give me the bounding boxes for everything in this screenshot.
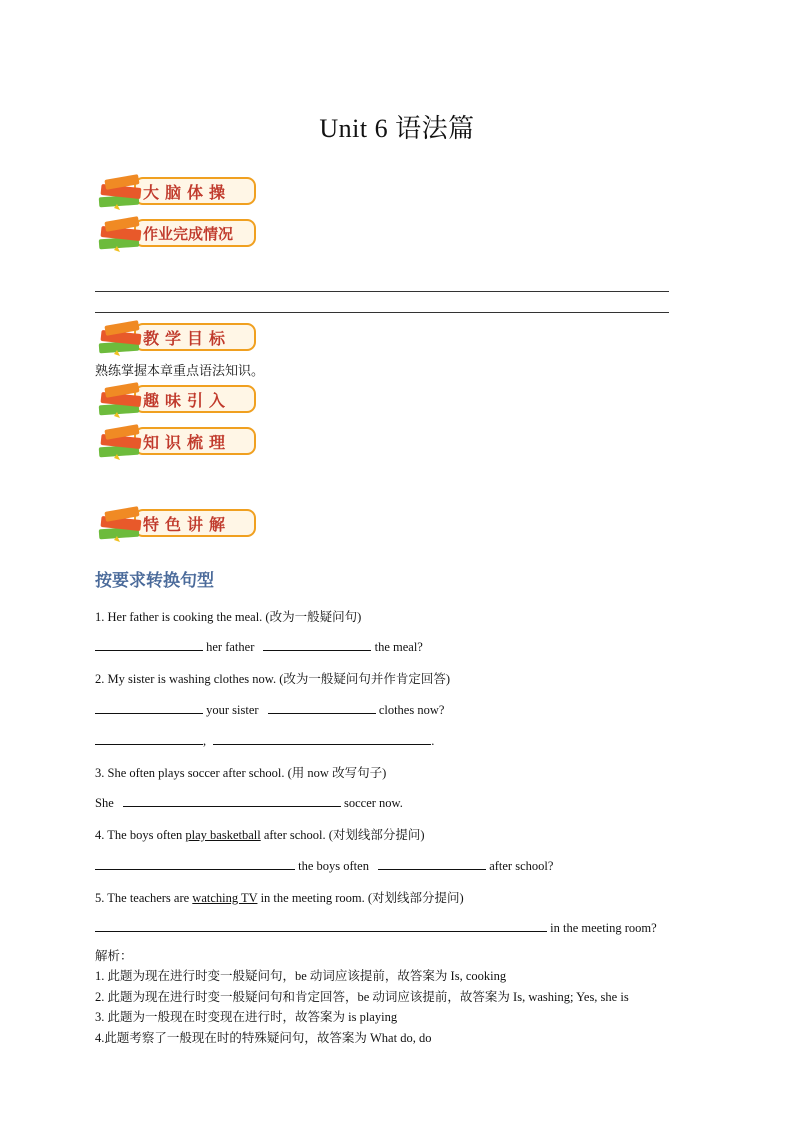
blank[interactable] [263,638,371,651]
analysis-label: 解析： [95,948,133,963]
answer-text: the meal? [374,640,423,654]
underlined-phrase: watching TV [192,891,258,905]
answer-row-2b [95,732,434,749]
underlined-phrase: play basketball [185,828,261,842]
exercise-heading: 按要求转换句型 [95,571,214,591]
answer-text: after school? [489,859,554,873]
answer-row-5 [95,919,657,936]
answer-row-2 [95,701,444,718]
answer-row-3 [95,794,403,811]
question-text: 5. The teachers are [95,891,193,905]
answer-row-4 [95,857,553,874]
answer-text: her father [206,640,255,654]
badge-label: 教学目标 [143,328,232,348]
badge-label: 趣味引入 [143,390,232,410]
question-text: 4. The boys often [95,828,186,842]
answer-line [95,291,669,292]
answer-line [95,312,669,313]
analysis-line: 4.此题考察了一般现在时的特殊疑问句，故答案为 What do, do [95,1031,432,1045]
analysis-line: 2. 此题为现在进行时变一般疑问句和肯定回答，be 动词应该提前，故答案为 Is, washing; Yes, she is [95,990,629,1004]
question-text: after school. (对划线部分提问) [260,828,425,842]
comma: , [203,734,207,748]
blank[interactable] [213,732,431,745]
badge-label: 特色讲解 [143,514,232,534]
question-2: 2. My sister is washing clothes now. (改为一般疑问句并作肯定回答) [95,672,451,686]
section-badge-intro [95,380,260,420]
answer-text: soccer now. [344,796,403,810]
question-1: 1. Her father is cooking the meal. (改为一般疑问句) [95,610,362,624]
answer-text: clothes now? [378,703,445,717]
badge-label: 大脑体操 [143,182,232,202]
analysis-line: 3. 此题为一般现在时变现在进行时，故答案为 is playing [95,1010,398,1024]
blank[interactable] [95,732,203,745]
goal-text: 熟练掌握本章重点语法知识。 [95,364,265,379]
badge-label: 知识梳理 [143,432,232,452]
blank[interactable] [268,701,376,714]
section-badge-brain [95,172,260,212]
answer-text: your sister [206,703,259,717]
question-5 [95,888,464,906]
blank[interactable] [378,857,486,870]
blank[interactable] [123,794,341,807]
page-title: Unit 6 语法篇 [319,114,475,143]
question-3: 3. She often plays soccer after school. (用 now 改写句子) [95,766,387,780]
blank[interactable] [95,638,203,651]
analysis-line: 1. 此题为现在进行时变一般疑问句，be 动词应该提前，故答案为 Is, cooking [95,969,507,983]
question-text: in the meeting room. (对划线部分提问) [257,891,464,905]
section-badge-goals [95,318,260,358]
blank[interactable] [95,701,203,714]
section-badge-homework [95,214,260,254]
period: . [431,734,435,748]
blank[interactable] [95,857,295,870]
question-4 [95,825,425,843]
blank[interactable] [95,919,547,932]
section-badge-knowledge [95,422,260,462]
answer-text: the boys often [298,859,369,873]
answer-text: in the meeting room? [550,921,657,935]
answer-row-1 [95,638,423,655]
badge-label: 作业完成情况 [143,224,234,243]
section-badge-special [95,504,260,544]
answer-text: She [95,796,114,810]
